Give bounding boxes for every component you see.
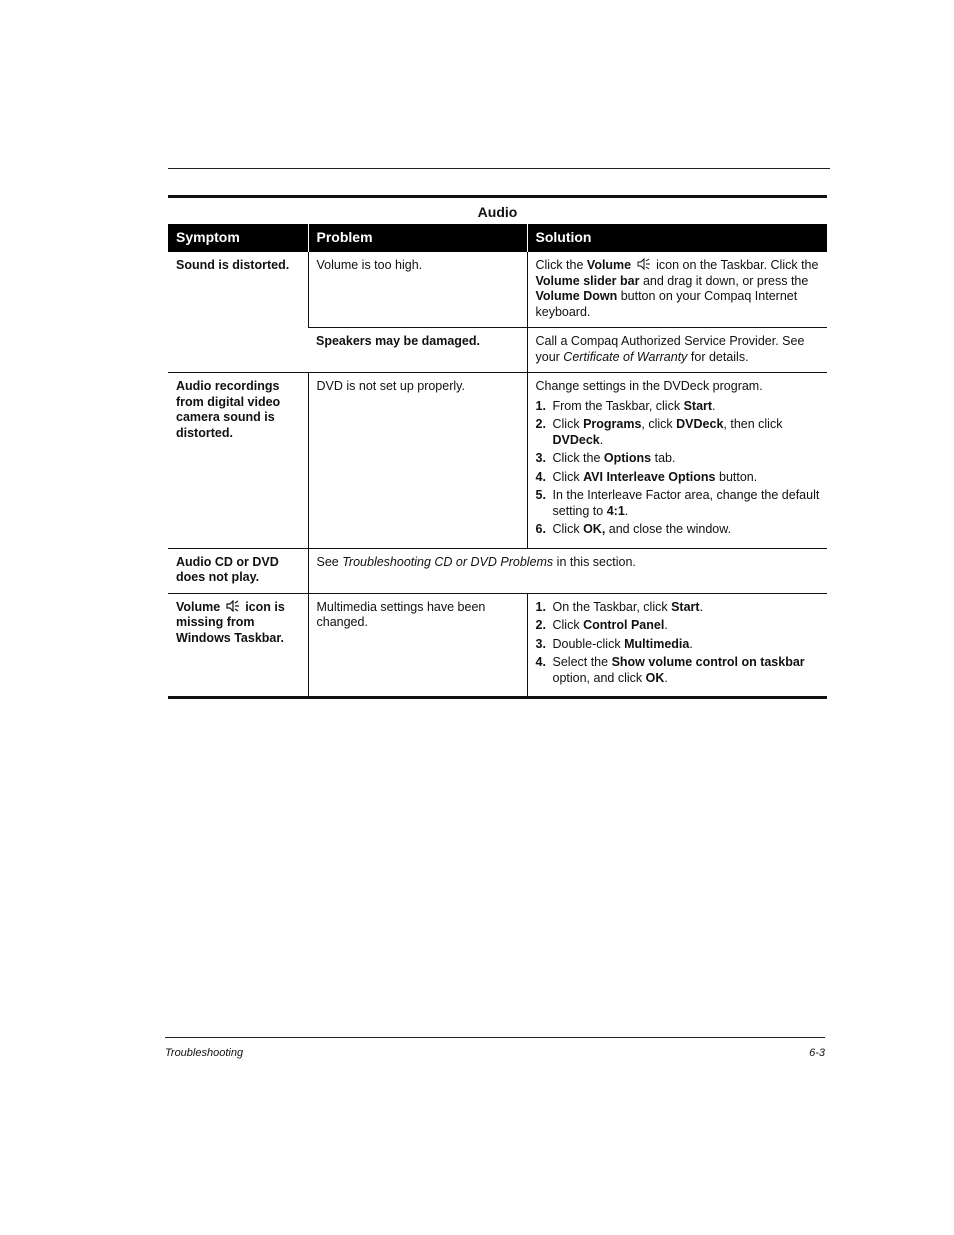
problem-cell: Speakers may be damaged. [308,328,527,373]
problem-cell: DVD is not set up properly. [308,373,527,549]
speaker-icon [226,600,240,612]
troubleshooting-table [168,224,827,699]
list-item: 1. From the Taskbar, click Start. [535,398,716,413]
table-row [168,593,827,698]
list-item: 3. Click the Options tab. [535,451,676,465]
solution-cell: Call a Compaq Authorized Service Provider. See your Certificate of Warranty for details. [527,328,827,373]
table-header-row [168,224,827,252]
symptom-cell: Volume icon is missing from Windows Taskbar. [168,593,308,698]
problem-solution-cell: See Troubleshooting CD or DVD Problems in this section. [308,548,827,593]
list-item: 3. Double-click Multimedia. [535,636,693,651]
table-title: Audio [477,204,518,220]
solution-cell [527,373,827,549]
list-item: 4. Click AVI Interleave Options button. [535,469,758,484]
problem-cell: Multimedia settings have been changed. [308,593,527,698]
problem-cell: Volume is too high. [308,252,527,328]
solution-steps [536,399,821,538]
list-item: 6. Click OK, and close the window. [535,522,732,536]
header-symptom: Symptom [168,224,308,252]
table-row [168,252,827,328]
symptom-cell: Sound is distorted. [176,258,290,272]
header-solution: Solution [527,224,827,252]
list-item: 2. Click Control Panel. [535,618,668,632]
solution-steps [536,600,821,687]
list-item: 2. Click Programs, click DVDeck, then click DVDeck. [535,417,783,447]
solution-cell [527,593,827,698]
header-problem: Problem [308,224,527,252]
list-item: 5. In the Interleave Factor area, change the default setting to 4:1. [535,488,820,518]
footer-rule [165,1037,825,1038]
table-row [168,548,827,593]
list-item: 1. On the Taskbar, click Start. [535,599,704,614]
footer-page-number: 6-3 [809,1047,825,1059]
footer-section-title: Troubleshooting [165,1047,244,1059]
solution-cell: Click the Volume icon on the Taskbar. Click the Volume slider bar and drag it down, or press the Volume Down button on your Compaq Internet keyboard. [527,252,827,328]
symptom-cell: Audio recordings from digital video camera sound is distorted. [168,373,308,549]
symptom-cell: Audio CD or DVD does not play. [168,548,308,593]
audio-troubleshooting-table [168,195,827,699]
solution-intro: Change settings in the DVDeck program. [535,379,763,393]
header-rule [168,168,830,169]
speaker-icon [637,258,651,270]
table-row [168,373,827,549]
list-item: 4. Select the Show volume control on taskbar option, and click OK. [535,655,805,685]
